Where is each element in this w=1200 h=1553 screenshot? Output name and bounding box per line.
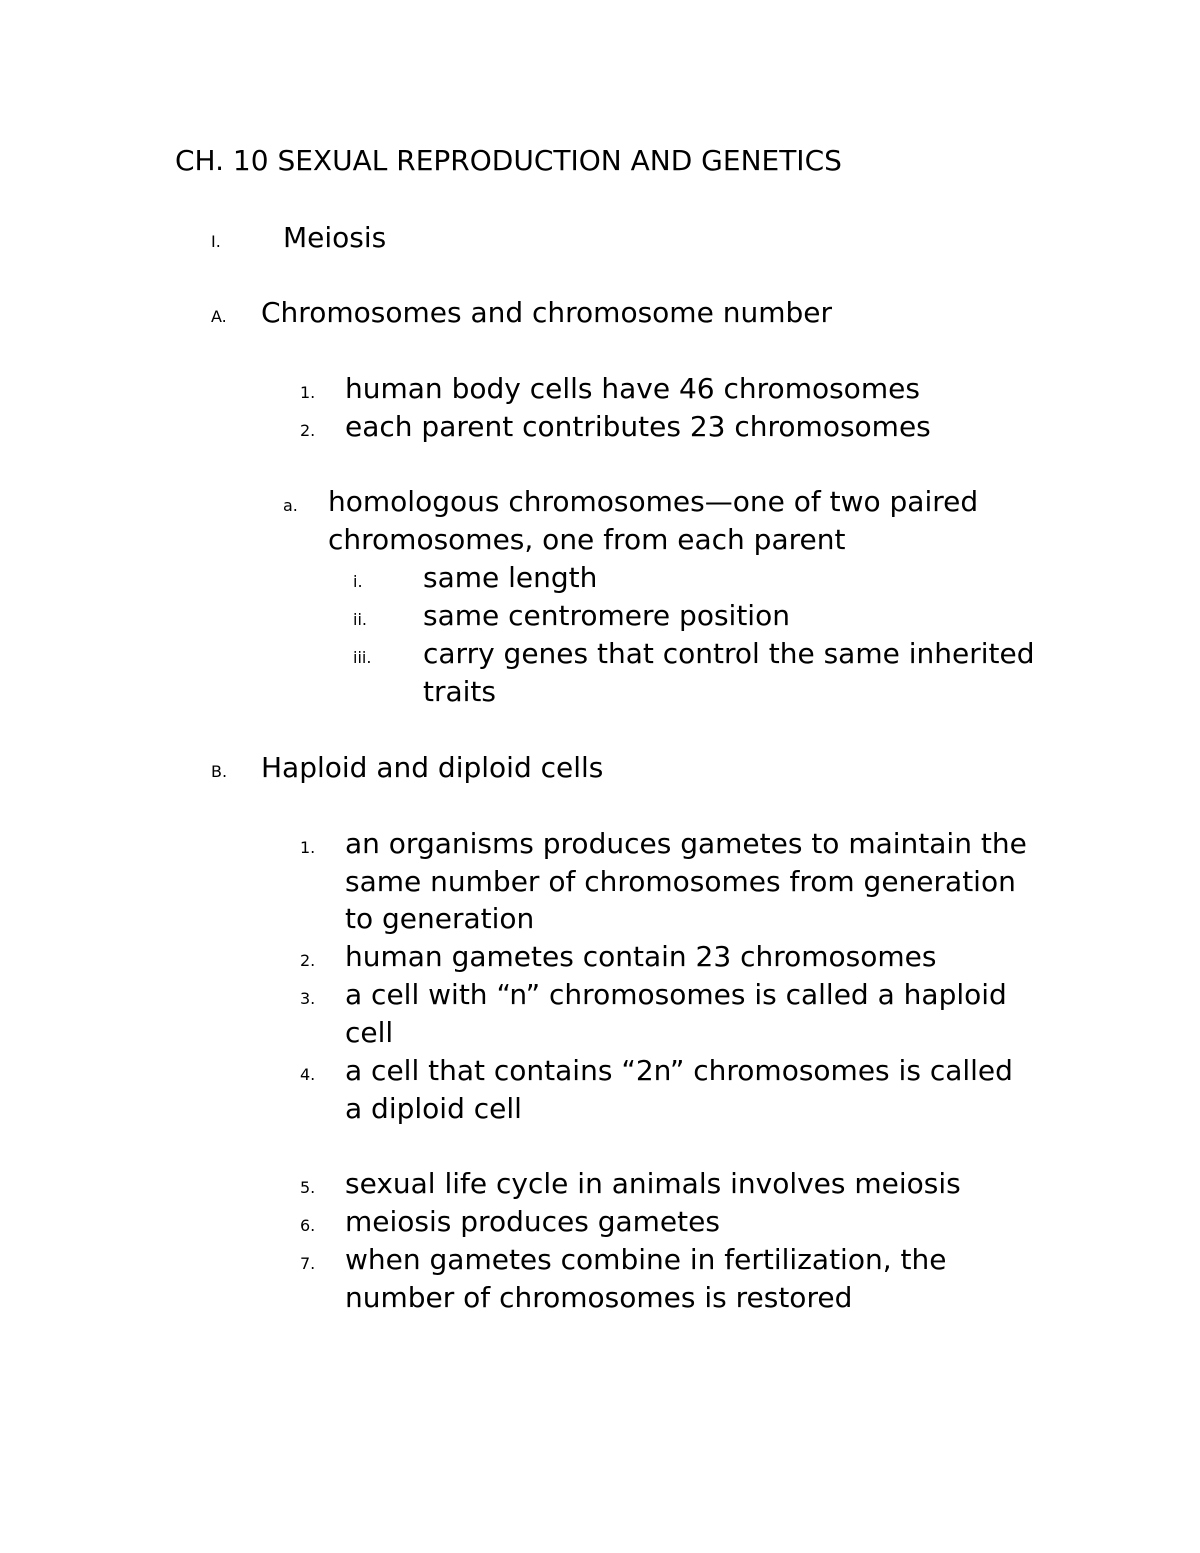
list-item-marker: 1. xyxy=(300,838,316,857)
list-item-text: a cell that contains “2n” chromosomes is called xyxy=(345,1054,1013,1087)
list-item-text: number of chromosomes is restored xyxy=(345,1281,853,1314)
list-item-text: sexual life cycle in animals involves meiosis xyxy=(345,1167,961,1200)
roman-item-text: traits xyxy=(423,675,496,708)
list-item-marker: 6. xyxy=(300,1216,316,1235)
list-item-marker: 4. xyxy=(300,1065,316,1084)
list-item-text: each parent contributes 23 chromosomes xyxy=(345,410,931,443)
list-item-marker: 2. xyxy=(300,951,316,970)
sub-item-marker: a. xyxy=(283,496,298,515)
list-item-text: cell xyxy=(345,1016,394,1049)
roman-item-text: same length xyxy=(423,561,598,594)
section-b-marker: B. xyxy=(211,762,228,781)
section-a-marker: A. xyxy=(211,307,227,326)
list-item-marker: 2. xyxy=(300,421,316,440)
list-item-text: a cell with “n” chromosomes is called a haploid xyxy=(345,978,1007,1011)
roman-item-text: same centromere position xyxy=(423,599,790,632)
roman-item-text: carry genes that control the same inherited xyxy=(423,637,1035,670)
sub-item-text: chromosomes, one from each parent xyxy=(328,523,846,556)
list-item-marker: 7. xyxy=(300,1254,316,1273)
list-item-marker: 5. xyxy=(300,1178,316,1197)
list-item-text: an organisms produces gametes to maintain the xyxy=(345,827,1027,860)
list-item-text: a diploid cell xyxy=(345,1092,522,1125)
list-item-text: human body cells have 46 chromosomes xyxy=(345,372,920,405)
section-a-heading: Chromosomes and chromosome number xyxy=(261,296,832,329)
list-item-text: when gametes combine in fertilization, the xyxy=(345,1243,947,1276)
document-title: CH. 10 SEXUAL REPRODUCTION AND GENETICS xyxy=(175,144,842,177)
list-item-marker: 3. xyxy=(300,989,316,1008)
section-i-heading: Meiosis xyxy=(283,221,387,254)
list-item-text: same number of chromosomes from generation xyxy=(345,865,1016,898)
roman-item-marker: iii. xyxy=(353,648,372,667)
list-item-text: human gametes contain 23 chromosomes xyxy=(345,940,937,973)
roman-item-marker: i. xyxy=(353,572,363,591)
section-i-marker: I. xyxy=(211,232,221,251)
list-item-text: to generation xyxy=(345,902,535,935)
sub-item-text: homologous chromosomes—one of two paired xyxy=(328,485,979,518)
section-b-heading: Haploid and diploid cells xyxy=(261,751,604,784)
list-item-marker: 1. xyxy=(300,383,316,402)
list-item-text: meiosis produces gametes xyxy=(345,1205,720,1238)
roman-item-marker: ii. xyxy=(353,610,367,629)
